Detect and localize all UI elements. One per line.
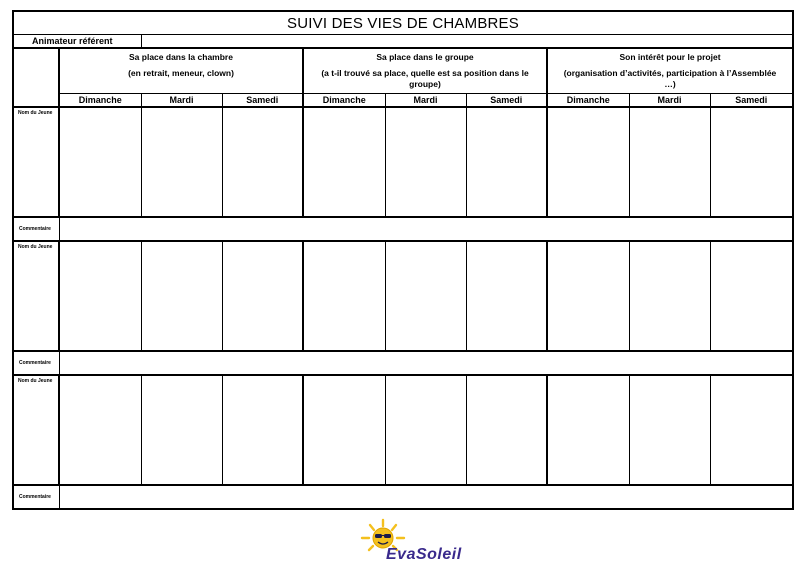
day-header: Dimanche [303, 94, 385, 108]
comment-field[interactable] [59, 485, 793, 509]
comment-label: Commentaire [13, 485, 59, 509]
eval-cell[interactable] [222, 241, 303, 351]
eval-cell[interactable] [385, 375, 466, 485]
comment-field[interactable] [59, 217, 793, 241]
eval-cell[interactable] [222, 107, 303, 217]
day-header: Samedi [222, 94, 303, 108]
animateur-field[interactable] [141, 35, 793, 49]
student-name-cell[interactable]: Nom du Jeune [13, 375, 59, 485]
eval-cell[interactable] [385, 107, 466, 217]
tracking-form [12, 10, 792, 504]
eval-cell[interactable] [629, 241, 710, 351]
eval-cell[interactable] [303, 107, 385, 217]
category-title: Sa place dans le groupe [376, 52, 474, 62]
eval-cell[interactable] [466, 375, 547, 485]
eval-cell[interactable] [710, 375, 793, 485]
eval-cell[interactable] [547, 107, 629, 217]
eval-cell[interactable] [59, 107, 141, 217]
student-name-cell[interactable]: Nom du Jeune [13, 107, 59, 217]
eval-cell[interactable] [303, 375, 385, 485]
logo-text: EvaSoleil [386, 546, 462, 563]
category-desc: (en retrait, meneur, clown) [128, 68, 234, 78]
form-table [12, 10, 794, 510]
page-title: SUIVI DES VIES DE CHAMBRES [13, 11, 793, 35]
header-corner [13, 48, 59, 107]
day-header: Dimanche [59, 94, 141, 108]
day-header: Mardi [385, 94, 466, 108]
eval-cell[interactable] [303, 241, 385, 351]
category-chambre [59, 48, 303, 94]
category-projet [547, 48, 793, 94]
eval-cell[interactable] [466, 107, 547, 217]
category-groupe [303, 48, 547, 94]
evasoleil-logo [358, 518, 488, 574]
day-header: Mardi [141, 94, 222, 108]
eval-cell[interactable] [141, 375, 222, 485]
eval-cell[interactable] [629, 375, 710, 485]
student-name-cell[interactable]: Nom du Jeune [13, 241, 59, 351]
comment-label: Commentaire [13, 351, 59, 375]
eval-cell[interactable] [59, 241, 141, 351]
eval-cell[interactable] [141, 241, 222, 351]
animateur-label: Animateur référent [13, 35, 141, 49]
eval-cell[interactable] [59, 375, 141, 485]
eval-cell[interactable] [222, 375, 303, 485]
category-title: Sa place dans la chambre [129, 52, 233, 62]
comment-field[interactable] [59, 351, 793, 375]
day-header: Samedi [710, 94, 793, 108]
eval-cell[interactable] [385, 241, 466, 351]
eval-cell[interactable] [466, 241, 547, 351]
eval-cell[interactable] [629, 107, 710, 217]
category-desc: (a t-il trouvé sa place, quelle est sa position dans le groupe) [321, 68, 529, 89]
day-header: Dimanche [547, 94, 629, 108]
eval-cell[interactable] [710, 241, 793, 351]
eval-cell[interactable] [547, 375, 629, 485]
category-title: Son intérêt pour le projet [619, 52, 721, 62]
day-header: Mardi [629, 94, 710, 108]
day-header: Samedi [466, 94, 547, 108]
eval-cell[interactable] [547, 241, 629, 351]
comment-label: Commentaire [13, 217, 59, 241]
eval-cell[interactable] [710, 107, 793, 217]
eval-cell[interactable] [141, 107, 222, 217]
category-desc: (organisation d’activités, participation à l’Assemblée …) [563, 68, 777, 89]
